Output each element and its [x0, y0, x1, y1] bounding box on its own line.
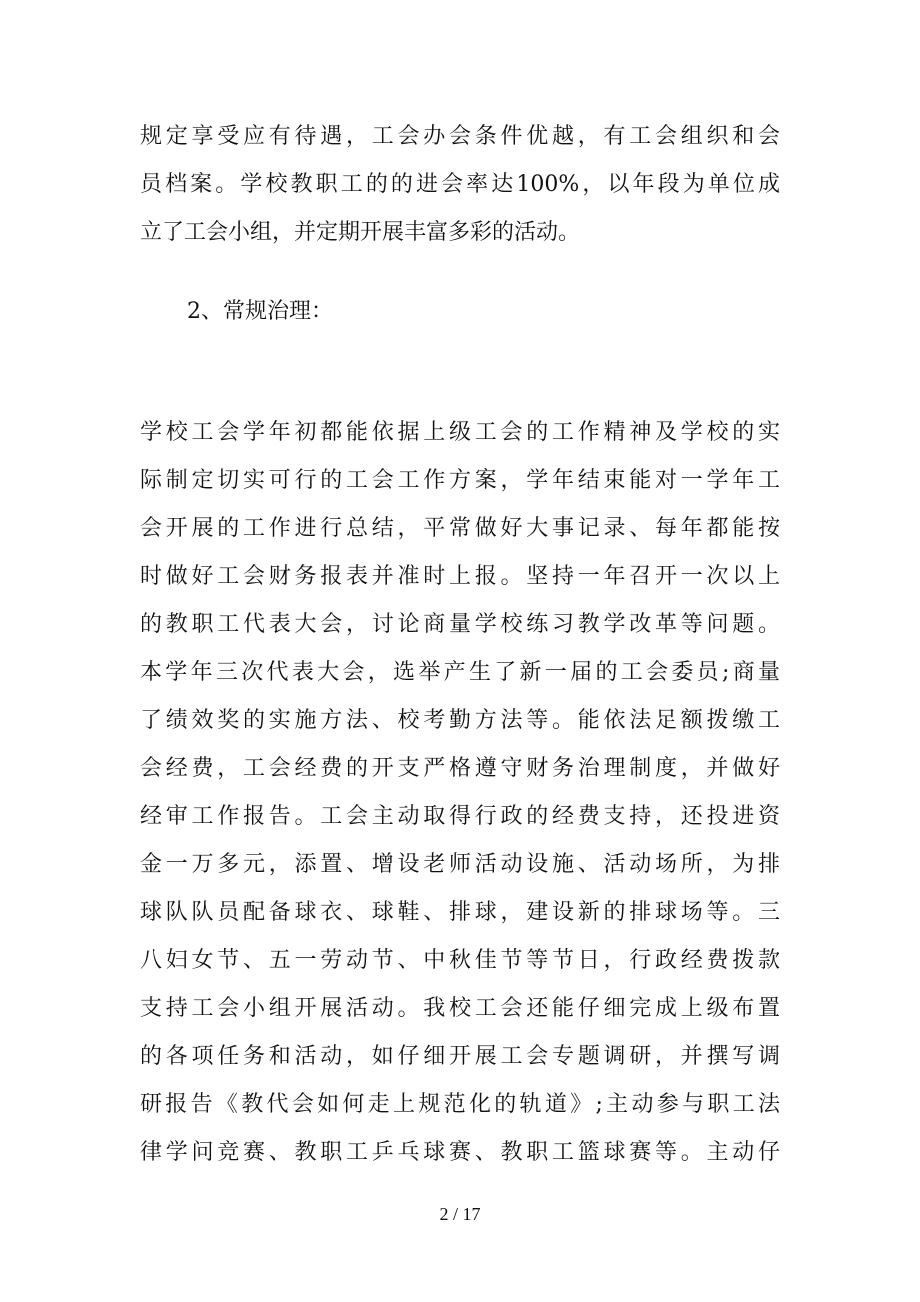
page-number: 2 / 17	[439, 1204, 481, 1224]
heading-text: 2、常规治理：	[187, 299, 333, 324]
paragraph-line: 了绩效奖的实施方法、校考勤方法等。能依法足额拨缴工	[140, 708, 780, 733]
paragraph-line: 立了工会小组，并定期开展丰富多彩的活动。	[140, 220, 581, 245]
paragraph-line: 际制定切实可行的工会工作方案，学年结束能对一学年工	[140, 468, 780, 493]
paragraph-line: 会经费，工会经费的开支严格遵守财务治理制度，并做好	[140, 756, 780, 781]
paragraph-line: 时做好工会财务报表并准时上报。坚持一年召开一次以上	[140, 564, 780, 589]
paragraph-line: 律学问竞赛、教职工乒乓球赛、教职工篮球赛等。主动仔	[140, 1140, 780, 1165]
paragraph-line: 八妇女节、五一劳动节、中秋佳节等节日，行政经费拨款	[140, 948, 780, 973]
paragraph-line: 的教职工代表大会，讨论商量学校练习教学改革等问题。	[140, 612, 780, 637]
paragraph-line: 会开展的工作进行总结，平常做好大事记录、每年都能按	[140, 516, 780, 541]
paragraph-line: 规定享受应有待遇，工会办会条件优越，有工会组织和会	[140, 124, 780, 149]
paragraph-1	[140, 113, 780, 257]
paragraph-line: 的各项任务和活动，如仔细开展工会专题调研，并撰写调	[140, 1044, 780, 1069]
paragraph-line: 经审工作报告。工会主动取得行政的经费支持，还投进资	[140, 804, 780, 829]
paragraph-line: 金一万多元，添置、增设老师活动设施、活动场所，为排	[140, 852, 780, 877]
paragraph-line: 本学年三次代表大会，选举产生了新一届的工会委员;商量	[140, 660, 780, 685]
paragraph-line: 球队队员配备球衣、球鞋、排球，建设新的排球场等。三	[140, 900, 780, 925]
paragraph-line: 研报告《教代会如何走上规范化的轨道》;主动参与职工法	[140, 1092, 780, 1117]
section-heading	[187, 288, 827, 336]
paragraph-2	[140, 409, 780, 1177]
paragraph-line: 员档案。学校教职工的的进会率达100%，以年段为单位成	[140, 172, 780, 197]
paragraph-line: 支持工会小组开展活动。我校工会还能仔细完成上级布置	[140, 996, 780, 1021]
paragraph-line: 学校工会学年初都能依据上级工会的工作精神及学校的实	[140, 420, 780, 445]
